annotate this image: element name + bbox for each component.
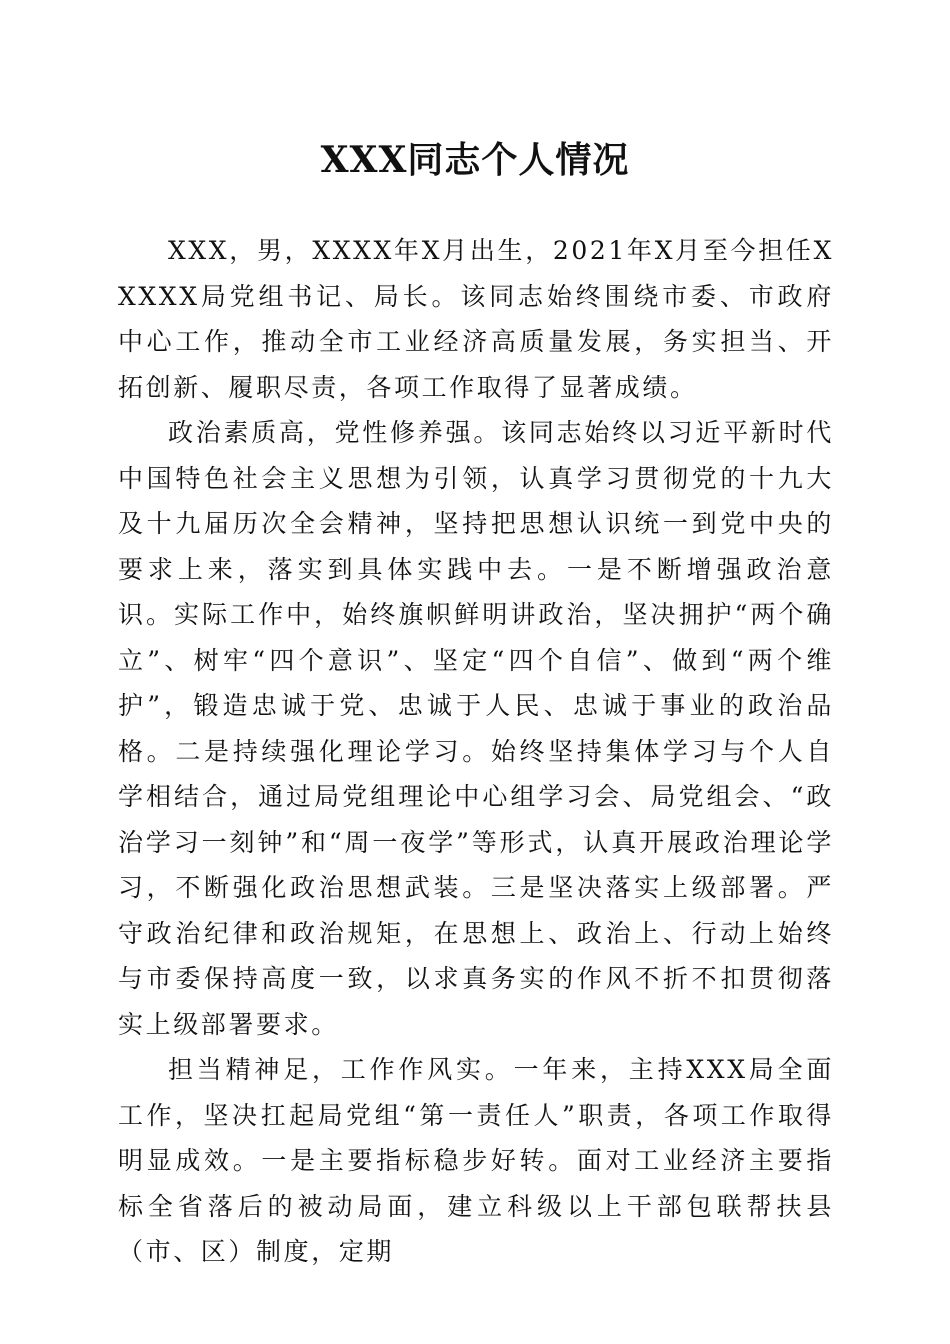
document-body (118, 228, 834, 1275)
paragraph-political-quality: 政治素质高，党性修养强。该同志始终以习近平新时代中国特色社会主义思想为引领，认真学习贯彻党的十九大及十九届历次全会精神，坚持把思想认识统一到党中央的要求上来，落实到具体实践中去。一是不断增强政治意识。实际工作中，始终旗帜鲜明讲政治，坚决拥护“两个确立”、树牢“四个意识”、坚定“四个自信”、做到“两个维护”，锻造忠诚于党、忠诚于人民、忠诚于事业的政治品格。二是持续强化理论学习。始终坚持集体学习与个人自学相结合，通过局党组理论中心组学习会、局党组会、“政治学习一刻钟”和“周一夜学”等形式，认真开展政治理论学习，不断强化政治思想武装。三是坚决落实上级部署。严守政治纪律和政治规矩，在思想上、政治上、行动上始终与市委保持高度一致，以求真务实的作风不折不扣贯彻落实上级部署要求。 (118, 418, 834, 1039)
paragraph-work-style: 担当精神足，工作作风实。一年来，主持XXX局全面工作，坚决扛起局党组“第一责任人”职责，各项工作取得明显成效。一是主要指标稳步好转。面对工业经济主要指标全省落后的被动局面，建立科级以上干部包联帮扶县（市、区）制度，定期 (118, 1055, 834, 1266)
page-title: XXX同志个人情况 (320, 139, 630, 181)
paragraph-intro: XXX，男，XXXX年X月出生，2021年X月至今担任XXXXX局党组书记、局长。该同志始终围绕市委、市政府中心工作，推动全市工业经济高质量发展，务实担当、开拓创新、履职尽责，各项工作取得了显著成绩。 (118, 236, 834, 402)
